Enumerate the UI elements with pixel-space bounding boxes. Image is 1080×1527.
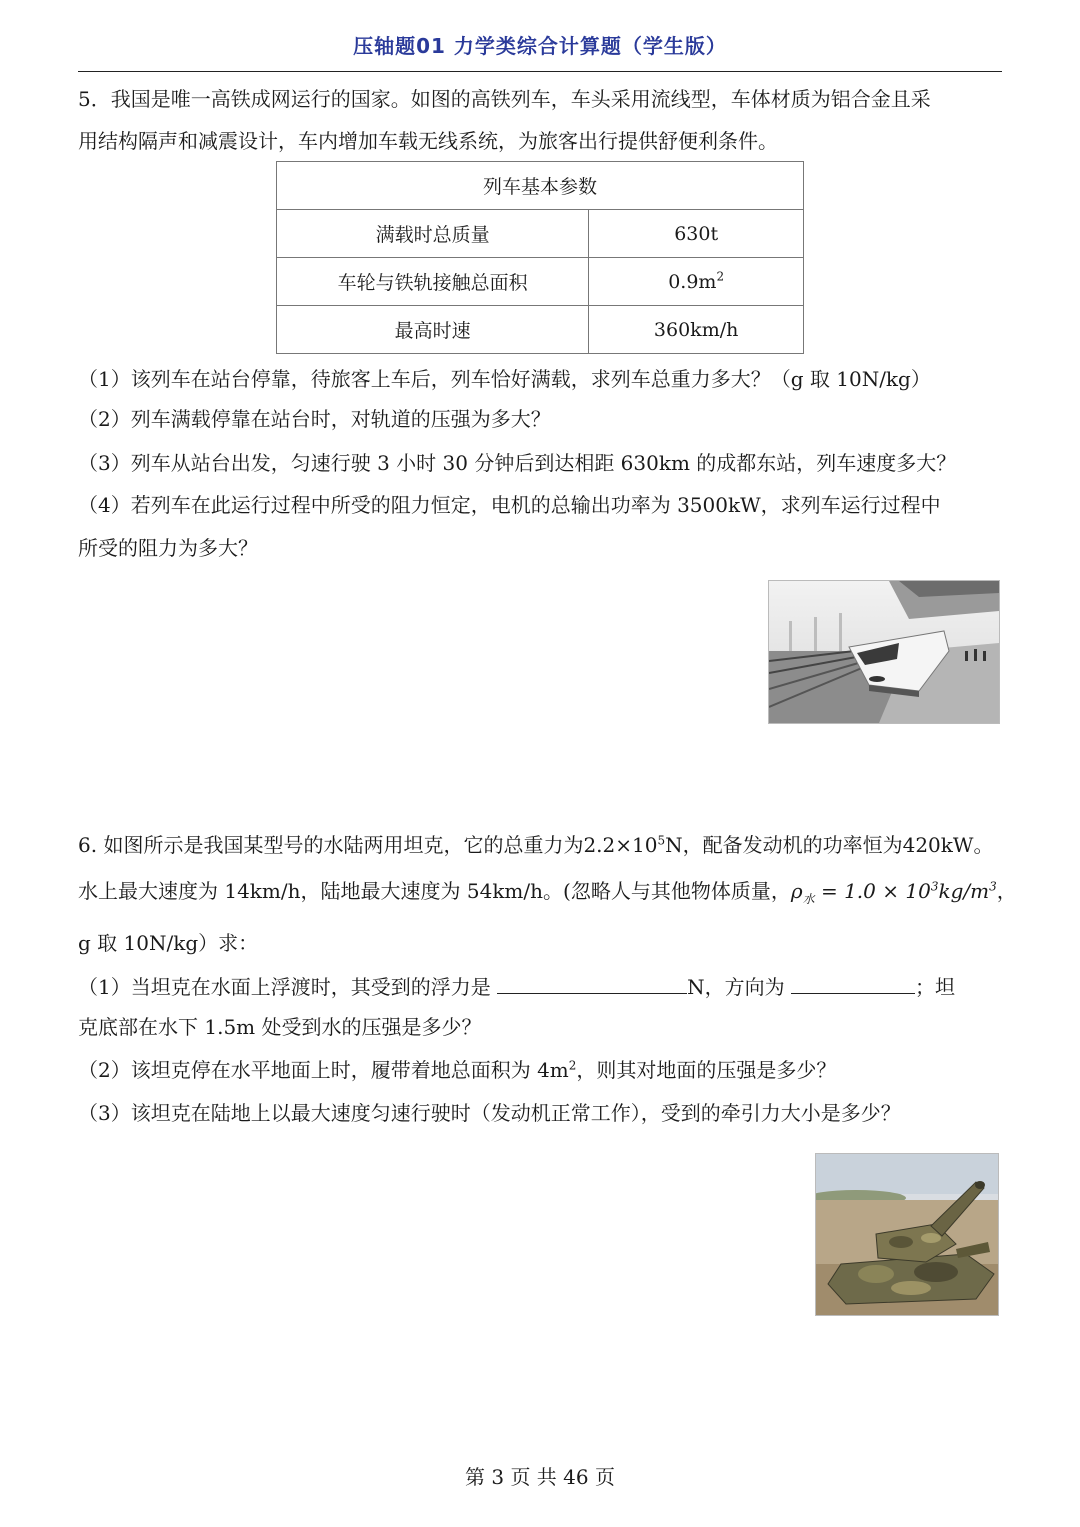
table-cell-label: 满载时总质量 xyxy=(277,210,589,258)
q6-line2-end: ， xyxy=(996,879,1017,903)
q6-intro-line2 xyxy=(78,876,1017,906)
q6-sub2 xyxy=(78,1055,1008,1085)
density-unit-exponent: 3 xyxy=(989,879,997,894)
q6-sub2-text-a: （2）该坦克停在水平地面上时，履带着地总面积为 4m xyxy=(78,1058,569,1082)
q6-sub2-exponent: 2 xyxy=(568,1058,577,1073)
high-speed-train-photo xyxy=(768,580,1000,724)
q6-sub1-text-b: N，方向为 xyxy=(687,975,791,999)
q6-line1-text: 6. 如图所示是我国某型号的水陆两用坦克，它的总重力为2.2×10 xyxy=(78,833,658,857)
table-cell-value: 360km/h xyxy=(589,306,804,354)
q5-sub3: （3）列车从站台出发，匀速行驶 3 小时 30 分钟后到达相距 630km 的成都东站，列车速度多大？ xyxy=(78,451,957,475)
rho-subscript: 水 xyxy=(802,892,815,906)
q6-sub3: （3）该坦克在陆地上以最大速度匀速行驶时（发动机正常工作），受到的牵引力大小是多少？ xyxy=(78,1101,901,1125)
table-cell-value: 630t xyxy=(589,210,804,258)
table-cell-value xyxy=(589,258,804,306)
q5-intro-line2: 用结构隔声和减震设计，车内增加车载无线系统，为旅客出行提供舒便利条件。 xyxy=(78,129,778,153)
q6-sub1-text-a: （1）当坦克在水面上浮渡时，其受到的浮力是 xyxy=(78,975,498,999)
amphibious-tank-photo xyxy=(815,1153,999,1316)
train-parameter-table xyxy=(276,161,804,354)
q5-sub4-line1: （4）若列车在此运行过程中所受的阻力恒定，电机的总输出功率为 3500kW，求列车运行过程中 xyxy=(78,493,941,517)
q5-intro-line1: 5．我国是唯一高铁成网运行的国家。如图的高铁列车，车头采用流线型，车体材质为铝合金且采 xyxy=(78,87,931,111)
direction-answer-blank[interactable] xyxy=(791,971,915,994)
table-row xyxy=(277,306,804,354)
q5-sub4-line2: 所受的阻力为多大？ xyxy=(78,536,258,560)
rho-symbol: ρ xyxy=(790,879,803,903)
q5-sub1: （1）该列车在站台停靠，待旅客上车后，列车恰好满载，求列车总重力多大？（g 取 10N/kg） xyxy=(78,367,931,391)
table-cell-value-text: 0.9m xyxy=(668,270,717,293)
density-unit: kg/m xyxy=(938,879,990,903)
table-title: 列车基本参数 xyxy=(277,162,804,210)
q6-line1-exponent: 5 xyxy=(657,833,666,848)
table-cell-label: 最高时速 xyxy=(277,306,589,354)
q6-sub1-text-c: ；坦 xyxy=(914,975,955,999)
buoyancy-answer-blank[interactable] xyxy=(497,971,687,994)
q6-intro-line3: g 取 10N/kg）求： xyxy=(78,931,259,955)
density-equation: = 1.0 × 10 xyxy=(814,879,931,903)
density-exponent: 3 xyxy=(930,879,939,894)
q6-line1-text-end: N，配备发动机的功率恒为420kW。 xyxy=(665,833,994,857)
q6-intro-line1 xyxy=(78,830,1008,860)
page-number: 第 3 页 共 46 页 xyxy=(465,1465,615,1489)
table-cell-label: 车轮与铁轨接触总面积 xyxy=(277,258,589,306)
q6-sub2-text-b: ，则其对地面的压强是多少？ xyxy=(576,1058,837,1082)
table-cell-value-sup: 2 xyxy=(716,269,725,284)
header-divider xyxy=(78,71,1002,72)
page-header-title: 压轴题01 力学类综合计算题（学生版） xyxy=(353,34,727,58)
q6-line2-text: 水上最大速度为 14km/h，陆地最大速度为 54km/h。(忽略人与其他物体质量， xyxy=(78,879,791,903)
q6-sub1-line1 xyxy=(78,971,1008,1002)
q6-sub1-line2: 克底部在水下 1.5m 处受到水的压强是多少？ xyxy=(78,1015,482,1039)
table-row xyxy=(277,210,804,258)
table-row xyxy=(277,258,804,306)
q5-sub2: （2）列车满载停靠在站台时，对轨道的压强为多大？ xyxy=(78,407,551,431)
